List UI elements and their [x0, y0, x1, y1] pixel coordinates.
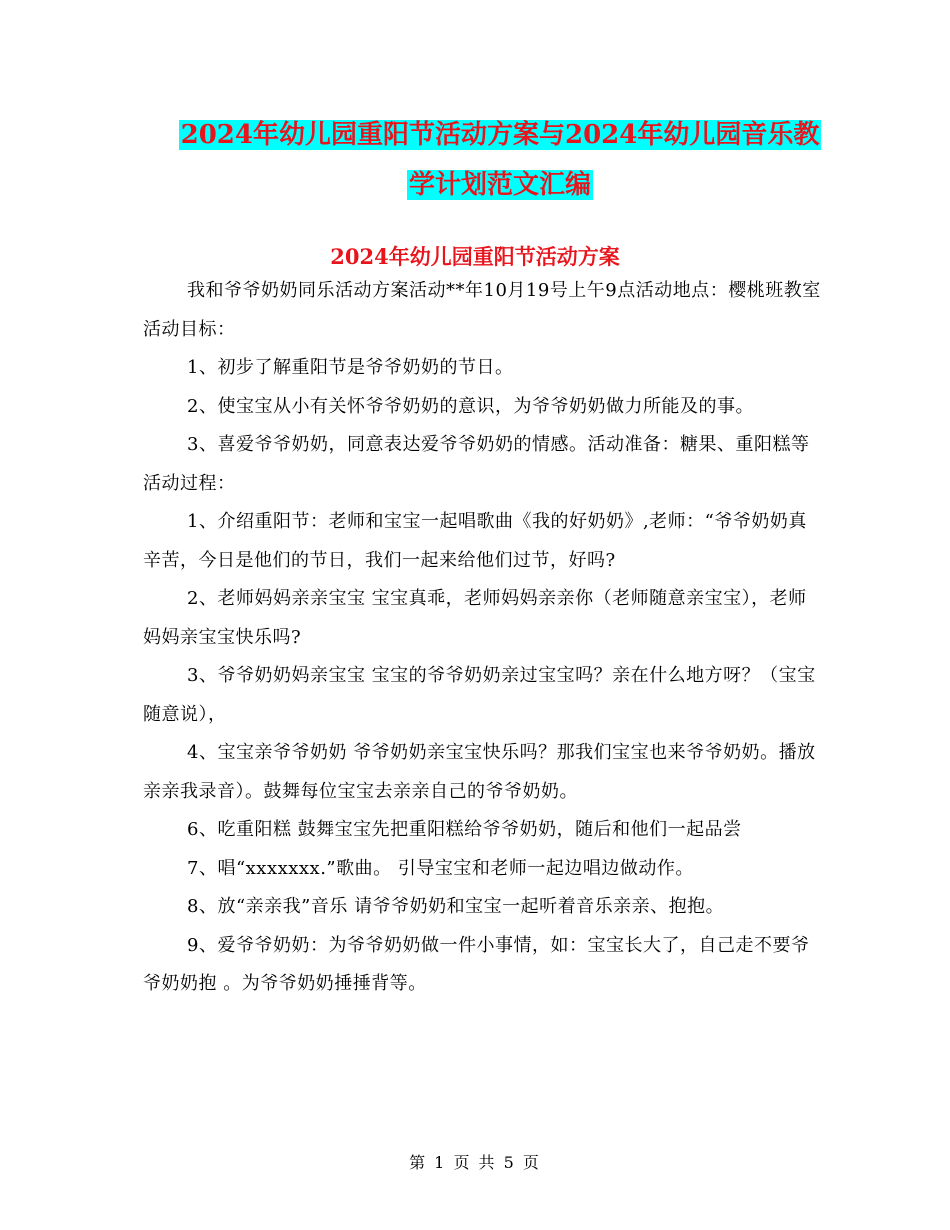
document-title — [140, 110, 860, 210]
paragraph-step-8: 8、放“亲亲我”音乐 请爷爷奶奶和宝宝一起听着音乐亲亲、抱抱。 — [187, 896, 725, 917]
page-number-footer: 第 1 页 共 5 页 — [409, 1153, 541, 1172]
document-body — [143, 272, 823, 1004]
paragraph-step-4: 4、宝宝亲爷爷奶奶 爷爷奶奶亲宝宝快乐吗？那我们宝宝也来爷爷奶奶。播放亲亲我录音）。鼓舞每位宝宝去亲亲自己的爷爷奶奶。 — [143, 742, 816, 802]
paragraph-step-9: 9、爱爷爷奶奶：为爷爷奶奶做一件小事情，如：宝宝长大了，自己走不要爷爷奶奶抱 。为爷爷奶奶捶捶背等。 — [143, 934, 810, 994]
paragraph-goal-2: 2、使宝宝从小有关怀爷爷奶奶的意识，为爷爷奶奶做力所能及的事。 — [187, 395, 754, 417]
document-title-line-2: 学计划范文汇编 — [408, 170, 591, 200]
paragraph-goal-3: 3、喜爱爷爷奶奶，同意表达爱爷爷奶奶的情感。活动准备：糖果、重阳糕等活动过程： — [143, 434, 810, 494]
paragraph-intro: 我和爷爷奶奶同乐活动方案活动**年10月19号上午9点活动地点：樱桃班教室活动目标： — [143, 280, 821, 340]
paragraph-step-7: 7、唱“xxxxxxx.”歌曲。 引导宝宝和老师一起边唱边做动作。 — [187, 857, 694, 879]
document-title-line-1: 2024年幼儿园重阳节活动方案与2024年幼儿园音乐教 — [180, 120, 820, 150]
paragraph-step-1: 1、介绍重阳节：老师和宝宝一起唱歌曲《我的好奶奶》,老师：“爷爷奶奶真辛苦，今日是他们的节日，我们一起来给他们过节，好吗? — [143, 511, 807, 571]
paragraph-step-6: 6、吃重阳糕 鼓舞宝宝先把重阳糕给爷爷奶奶，随后和他们一起品尝 — [187, 819, 742, 840]
paragraph-goal-1: 1、初步了解重阳节是爷爷奶奶的节日。 — [187, 357, 514, 378]
section-heading: 2024年幼儿园重阳节活动方案 — [330, 244, 620, 269]
paragraph-step-2: 2、老师妈妈亲亲宝宝 宝宝真乖，老师妈妈亲亲你（老师随意亲宝宝），老师妈妈亲宝宝快乐吗? — [143, 588, 807, 648]
paragraph-step-3: 3、爷爷奶奶妈亲宝宝 宝宝的爷爷奶奶亲过宝宝吗？亲在什么地方呀？（宝宝随意说）， — [143, 665, 816, 725]
